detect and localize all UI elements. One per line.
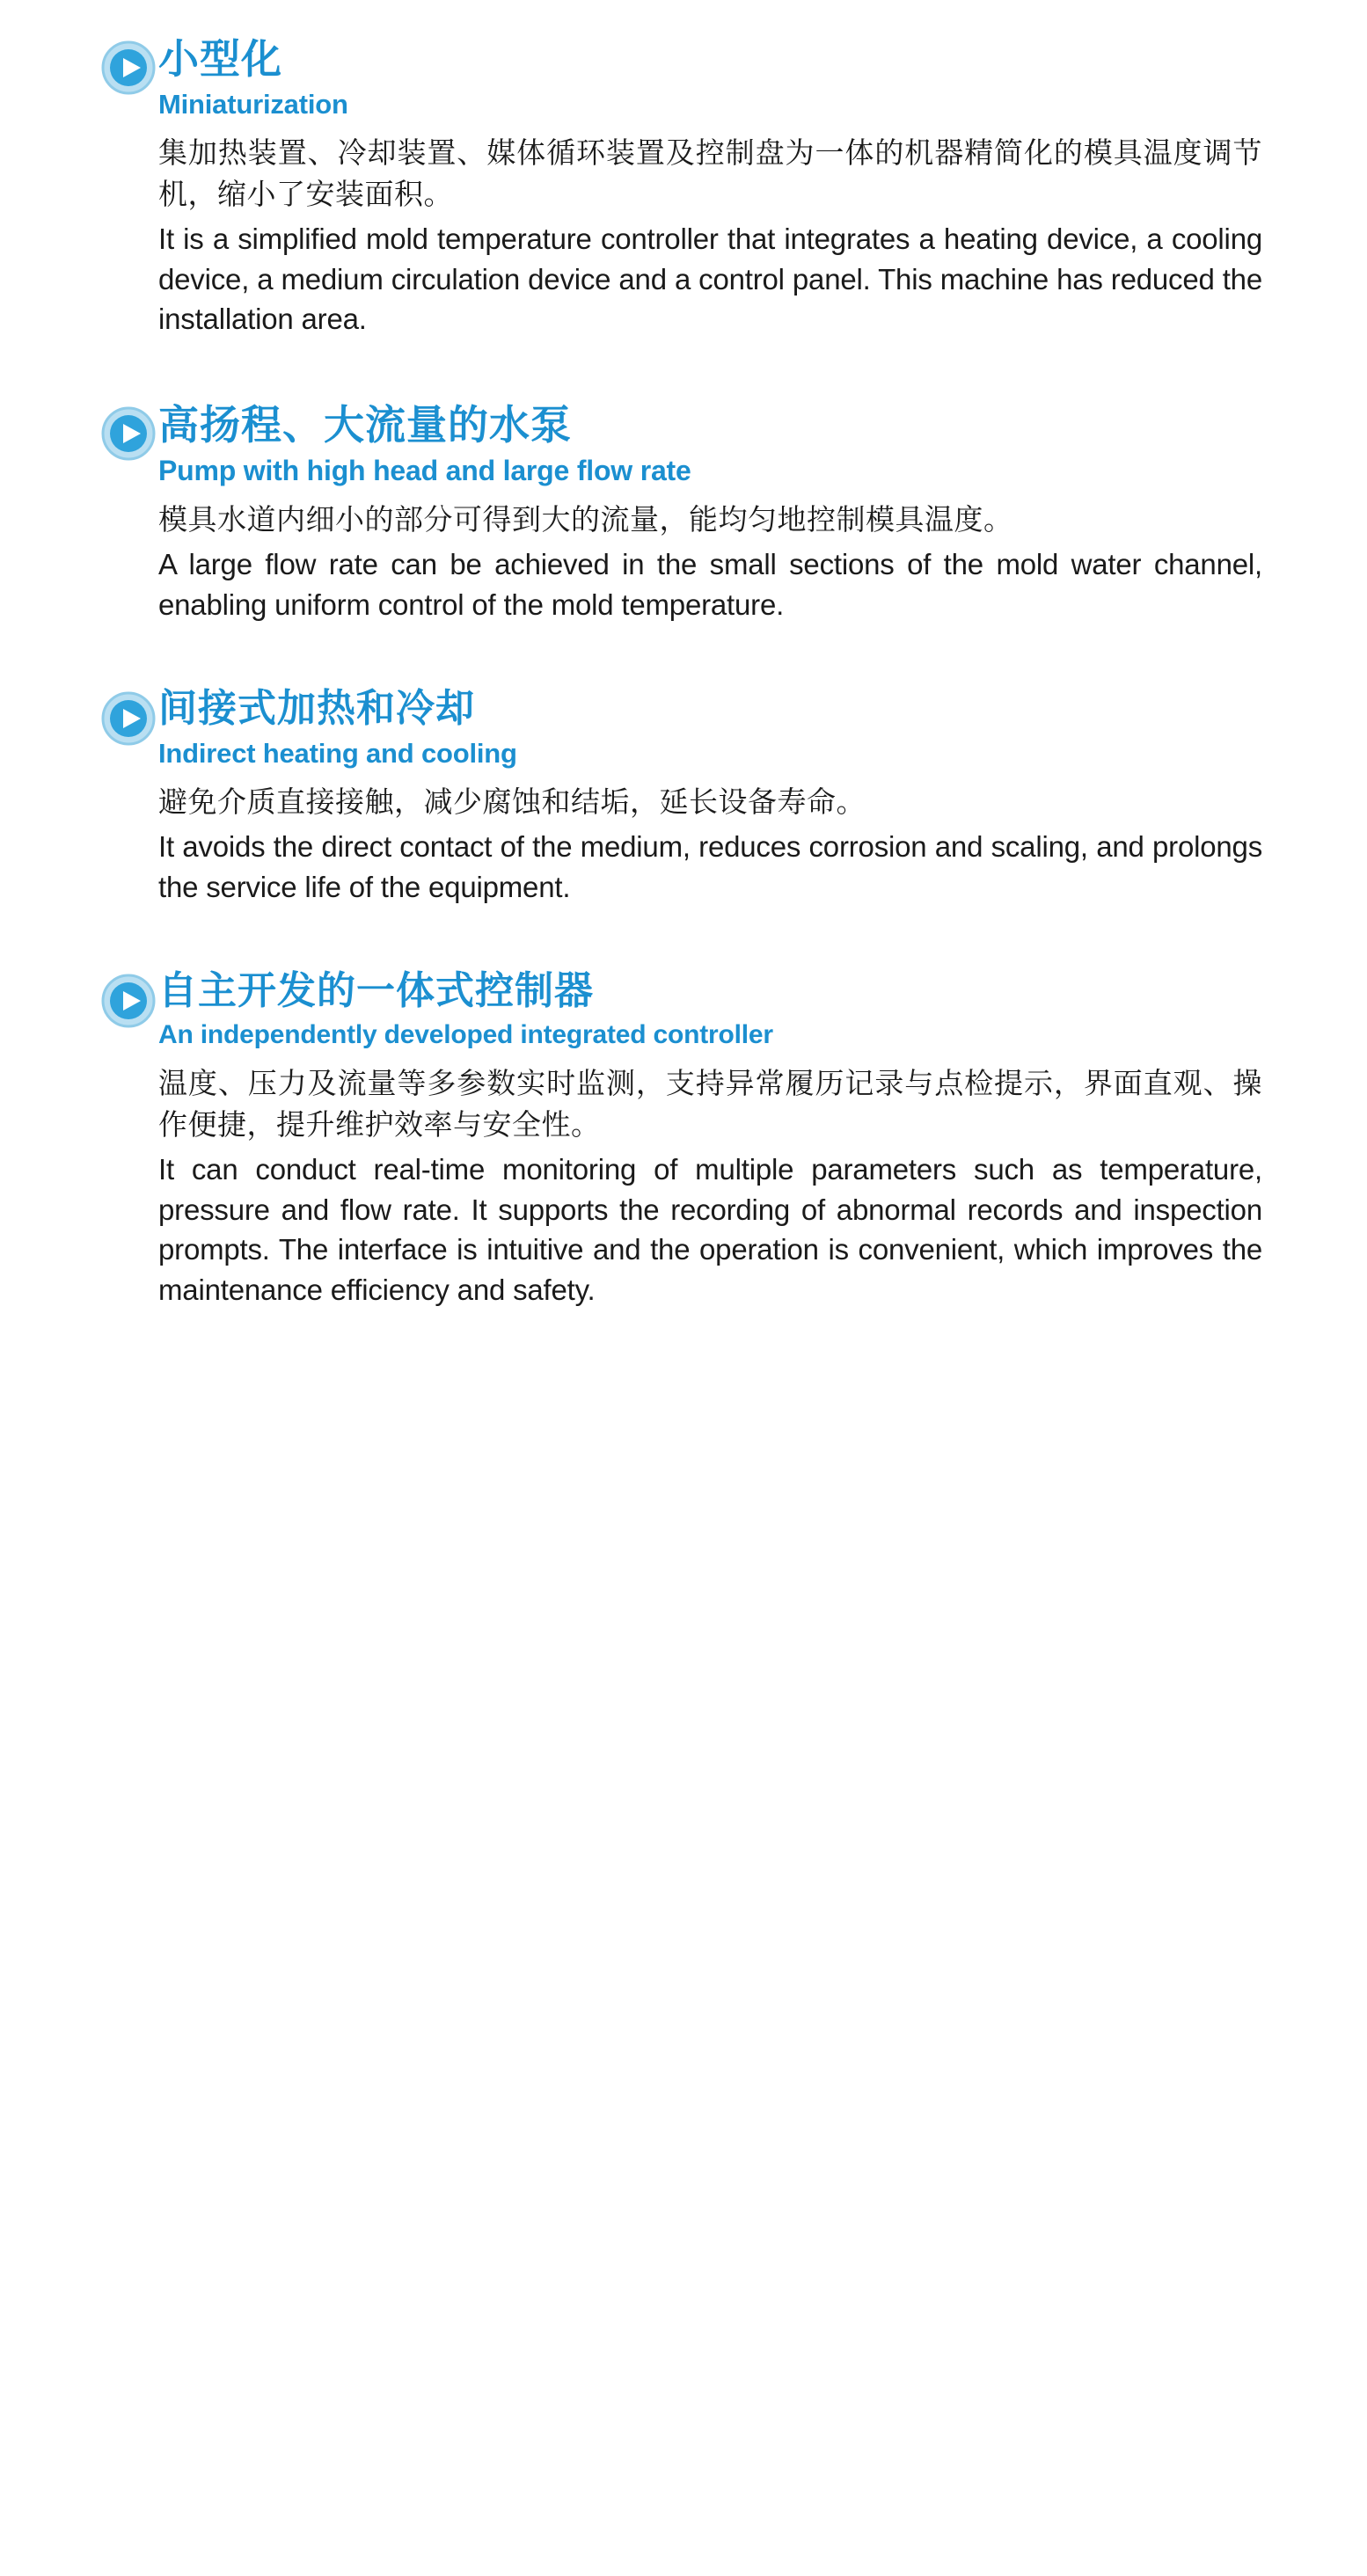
feature-item xyxy=(53,35,1314,339)
feature-body-en: It avoids the direct contact of the medium, reduces corrosion and scaling, and prolongs the service life of the equipment. xyxy=(158,830,1262,903)
play-bullet-icon xyxy=(101,691,156,746)
feature-body-en: It is a simplified mold temperature controller that integrates a heating device, a cooling device, a medium circulation device and a control panel. This machine has reduced the installation area. xyxy=(158,223,1262,336)
feature-item xyxy=(53,968,1314,1310)
feature-title-en: Miniaturization xyxy=(158,89,348,120)
feature-body-cn: 避免介质直接接触，减少腐蚀和结垢，延长设备寿命。 xyxy=(158,785,866,819)
feature-body-en: It can conduct real-time monitoring of multiple parameters such as temperature, pressure and flow rate. It supports the recording of abnormal records and inspection prompts. The interface is intuitive and the operation is convenient, which improves the maintenance efficiency and safety. xyxy=(158,1152,1262,1306)
feature-body-cn: 模具水道内细小的部分可得到大的流量，能均匀地控制模具温度。 xyxy=(158,503,1013,536)
feature-title-cn: 间接式加热和冷却 xyxy=(158,687,475,731)
play-bullet-icon xyxy=(101,40,156,95)
feature-title-en: Indirect heating and cooling xyxy=(158,738,517,770)
feature-title-en: Pump with high head and large flow rate xyxy=(158,455,691,487)
feature-title-en: An independently developed integrated controller xyxy=(158,1020,773,1050)
feature-item xyxy=(53,686,1314,907)
play-bullet-icon xyxy=(101,974,156,1028)
feature-body-cn: 集加热装置、冷却装置、媒体循环装置及控制盘为一体的机器精简化的模具温度调节机，缩小了安装面积。 xyxy=(158,136,1262,211)
feature-body-cn: 温度、压力及流量等多参数实时监测，支持异常履历记录与点检提示，界面直观、操作便捷，提升维护效率与安全性。 xyxy=(158,1067,1262,1142)
feature-title-cn: 高扬程、大流量的水泵 xyxy=(158,401,572,448)
feature-title-cn: 自主开发的一体式控制器 xyxy=(158,969,594,1013)
play-bullet-icon xyxy=(101,406,156,461)
feature-item xyxy=(53,401,1314,625)
feature-body-en: A large flow rate can be achieved in the small sections of the mold water channel, enabling uniform control of the mold temperature. xyxy=(158,548,1262,621)
feature-title-cn: 小型化 xyxy=(158,36,282,82)
